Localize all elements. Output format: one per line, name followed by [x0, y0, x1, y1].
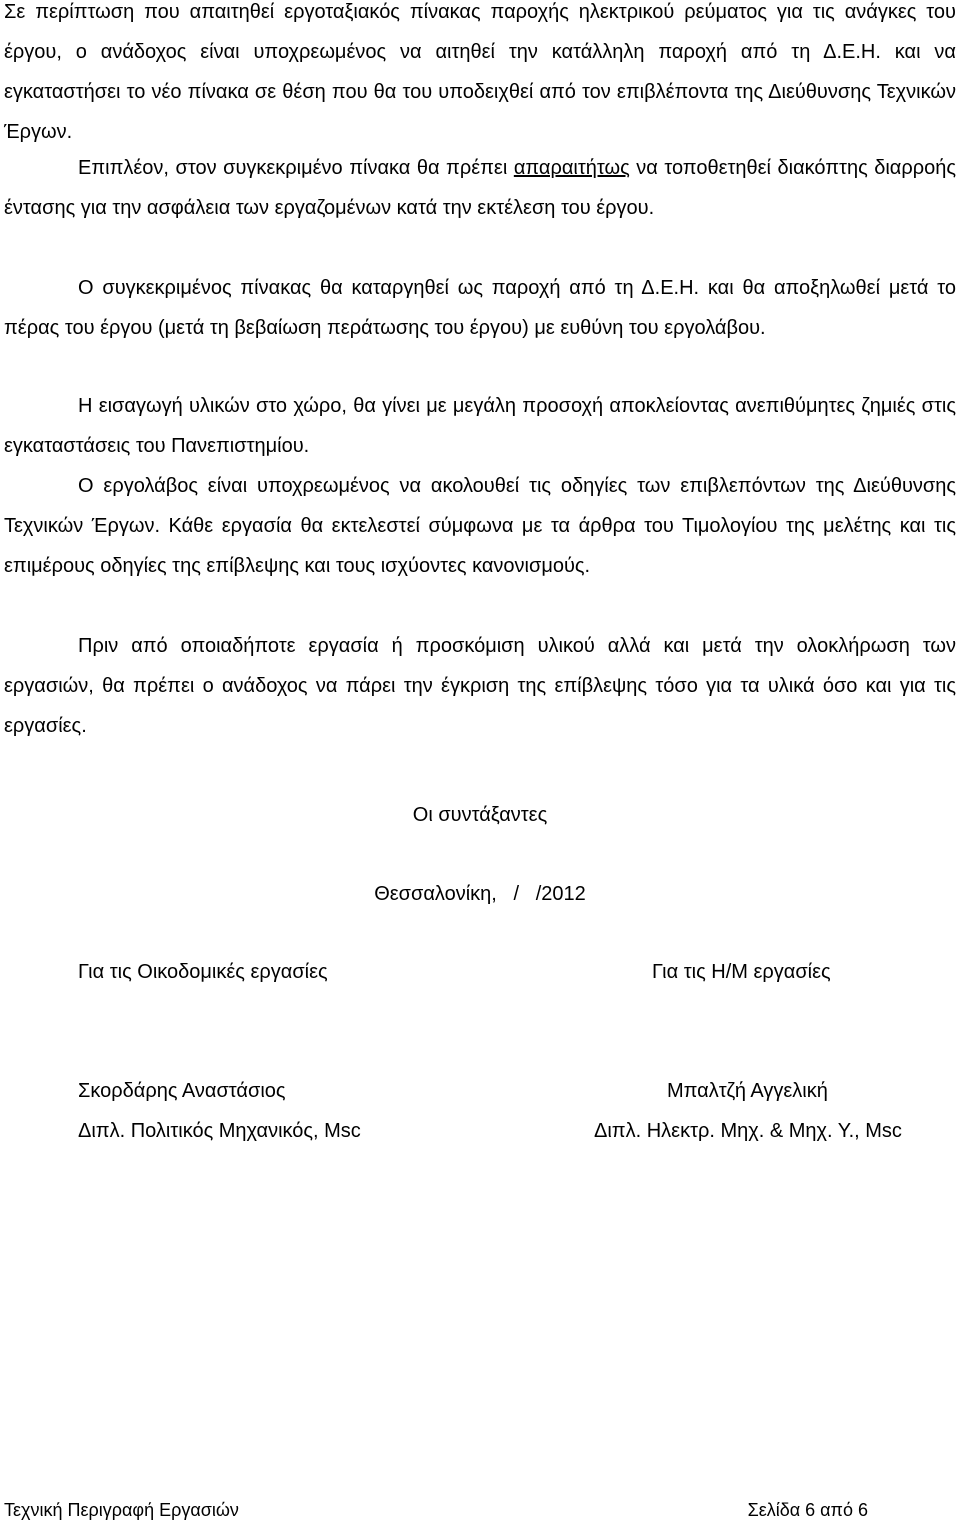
right-signatory-title: Διπλ. Ηλεκτρ. Μηχ. & Μηχ. Υ., Msc [594, 1120, 902, 1142]
paragraph-text: Ο συγκεκριμένος πίνακας θα καταργηθεί ως παροχή από τη Δ.Ε.Η. και θα αποξηλωθεί μετά το πέρας του έργου (μετά τη βεβαίωση περάτωσης του έργου) με ευθύνη του εργολάβου. [4, 277, 956, 339]
paragraph-panel-removal [4, 268, 956, 348]
paragraph-text: Ο εργολάβος είναι υποχρεωμένος να ακολουθεί τις οδηγίες των επιβλεπόντων της Διεύθυνσης Τεχνικών Έργων. Κάθε εργασία θα εκτελεστεί σύμφωνα με τα άρθρα του Τιμολογίου της μελέτης και τις επιμέρους οδηγίες της επίβλεψης και τους ισχύοντες κανονισμούς. [4, 475, 956, 577]
paragraph-text: Επιπλέον, στον συγκεκριμένο πίνακα θα πρέπει [78, 157, 514, 179]
left-signatory-name: Σκορδάρης Αναστάσιος [78, 1080, 286, 1102]
paragraph-text: Σε περίπτωση που απαιτηθεί εργοταξιακός πίνακας παροχής ηλεκτρικού ρεύματος για τις ανάγκες του έργου, ο ανάδοχος είναι υποχρεωμένος να αιτηθεί την κατάλληλη παροχή από τη Δ.Ε.Η. και να εγκαταστήσει το νέο πίνακα σε θέση που θα του υποδειχθεί από τον επιβλέποντα της Διεύθυνσης Τεχνικών Έργων. [4, 1, 956, 143]
footer-doc-title: Τεχνική Περιγραφή Εργασιών [4, 1500, 239, 1520]
paragraph-contractor-instructions [4, 466, 956, 586]
underlined-word: απαραιτήτως [513, 157, 630, 179]
signatories-heading: Οι συντάξαντες [412, 804, 548, 826]
right-signatory-name: Μπαλτζή Αγγελική [667, 1080, 828, 1102]
paragraph-text: να τοποθετηθεί διακόπτης διαρροής έντασης για την ασφάλεια των εργαζομένων κατά την εκτέλεση του έργου. [4, 157, 957, 219]
paragraph-approval [4, 626, 956, 746]
paragraph-text: Πριν από οποιαδήποτε εργασία ή προσκόμιση υλικού αλλά και μετά την ολοκλήρωση των εργασιών, θα πρέπει ο ανάδοχος να πάρει την έγκριση της επίβλεψης τόσο για τα υλικά όσο και για τις εργασίες. [4, 635, 956, 737]
footer-page-number: Σελίδα 6 από 6 [747, 1500, 868, 1520]
paragraph-leakage-switch [4, 148, 956, 228]
paragraph-materials-entry [4, 386, 956, 466]
left-signatory-title: Διπλ. Πολιτικός Μηχανικός, Msc [78, 1120, 361, 1142]
place-date: Θεσσαλονίκη, / /2012 [374, 883, 586, 905]
right-role: Για τις Η/Μ εργασίες [652, 961, 831, 983]
paragraph-power-supply [4, 0, 956, 152]
paragraph-text: Η εισαγωγή υλικών στο χώρο, θα γίνει με μεγάλη προσοχή αποκλείοντας ανεπιθύμητες ζημιές στις εγκαταστάσεις του Πανεπιστημίου. [4, 395, 956, 457]
left-role: Για τις Οικοδομικές εργασίες [78, 961, 328, 983]
